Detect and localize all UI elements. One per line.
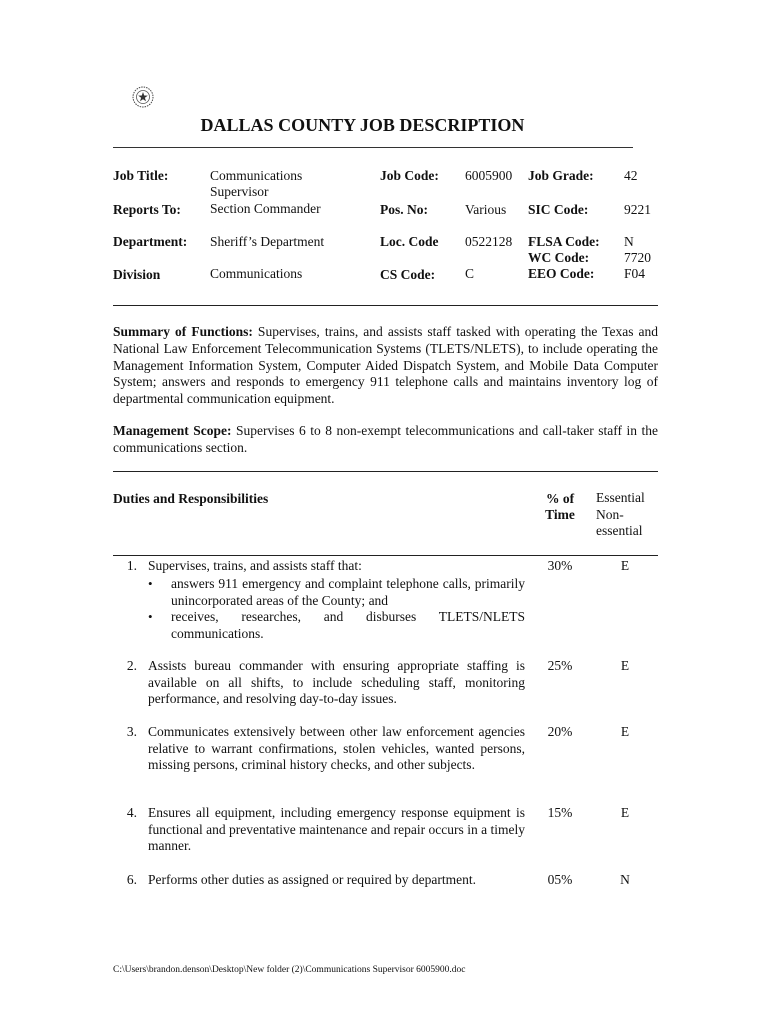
division-value: Communications xyxy=(210,266,303,281)
pos-no-value: Various xyxy=(465,202,507,217)
title-rule xyxy=(113,147,633,148)
job-title-value-1: Communications xyxy=(210,168,303,183)
department-value: Sheriff’s Department xyxy=(210,234,325,249)
duties-header: Duties and Responsibilities xyxy=(113,491,269,506)
bullet-icon: • xyxy=(148,576,153,591)
summary-text: Supervises, trains, and assists staff tasked with operating the Texas and National Law Enforcement Telecommunication Systems (TLETS/NLETS), to include operating the Management Information System, Computer Aided Dispatch System, and Mobile Data Computer System; answers and responds to emergency 911 telephone calls and maintains inventory log of departmental communication equipment. xyxy=(113,324,658,407)
duty-text: Supervises, trains, and assists staff that: xyxy=(148,558,362,573)
eeo-code-label: EEO Code: xyxy=(528,266,595,281)
reports-to-label: Reports To: xyxy=(113,202,181,217)
duty-ess: E xyxy=(620,805,630,820)
duty-text: Assists bureau commander with ensuring appropriate staffing is available on all shifts, to include scheduling staff, monitoring performance, and resolving day-to-day issues. xyxy=(148,658,525,707)
duty-bullet: answers 911 emergency and complaint telephone calls, primarily unincorporated areas of the County; and xyxy=(171,576,525,608)
job-code-value: 6005900 xyxy=(465,168,513,183)
divider-3 xyxy=(113,555,658,556)
summary-label: Summary of Functions: xyxy=(113,324,253,339)
wc-code-label: WC Code: xyxy=(528,250,590,265)
summary-paragraph xyxy=(113,324,658,408)
cs-code-value: C xyxy=(465,266,475,281)
duty-number: 6. xyxy=(126,872,137,887)
duty-bullet: receives, researches, and disburses TLETS/NLETS communications. xyxy=(171,609,525,641)
scope-text: Supervises 6 to 8 non-exempt telecommunications and call-taker staff in the communications section. xyxy=(113,423,659,455)
department-label: Department: xyxy=(113,234,188,249)
eeo-code-value: F04 xyxy=(624,266,646,281)
reports-to-value: Section Commander xyxy=(210,201,321,216)
duty-ess: E xyxy=(620,658,630,673)
bullet-icon: • xyxy=(148,609,153,624)
duty-pct: 05% xyxy=(547,872,573,887)
job-title-label: Job Title: xyxy=(113,168,169,183)
duty-ess: E xyxy=(620,724,630,739)
cs-code-label: CS Code: xyxy=(380,267,436,282)
division-label: Division xyxy=(113,267,161,282)
sic-code-value: 9221 xyxy=(624,202,651,217)
county-seal-icon xyxy=(131,85,155,109)
duty-number: 2. xyxy=(126,658,137,673)
divider-1 xyxy=(113,305,658,306)
job-title-value-2: Supervisor xyxy=(210,184,269,199)
job-grade-label: Job Grade: xyxy=(528,168,594,183)
duty-pct: 25% xyxy=(547,658,573,673)
flsa-code-label: FLSA Code: xyxy=(528,234,600,249)
job-code-label: Job Code: xyxy=(380,168,439,183)
footer-file-path: C:\Users\brandon.denson\Desktop\New folder (2)\Communications Supervisor 6005900.doc xyxy=(113,965,466,975)
duty-text: Performs other duties as assigned or required by department. xyxy=(148,872,477,887)
duty-ess: E xyxy=(620,558,630,573)
pos-no-label: Pos. No: xyxy=(380,202,428,217)
pct-header-1: % of xyxy=(545,491,575,506)
job-grade-value: 42 xyxy=(624,168,638,183)
divider-2 xyxy=(113,471,658,472)
scope-label: Management Scope: xyxy=(113,423,232,438)
flsa-code-value: N xyxy=(624,234,634,249)
loc-code-label: Loc. Code xyxy=(380,234,439,249)
duty-ess: N xyxy=(620,872,630,887)
duty-text: Communicates extensively between other law enforcement agencies relative to warrant confirmations, stolen vehicles, wanted persons, missing persons, criminal history checks, and other subjects. xyxy=(148,724,525,773)
page-title: DALLAS COUNTY JOB DESCRIPTION xyxy=(200,115,525,135)
ess-header-1: Essential xyxy=(596,490,645,505)
pct-header-2: Time xyxy=(545,507,575,522)
duty-number: 1. xyxy=(126,558,137,573)
scope-paragraph xyxy=(113,423,658,457)
ess-header-3: essential xyxy=(596,523,643,538)
duty-pct: 15% xyxy=(547,805,573,820)
duty-pct: 20% xyxy=(547,724,573,739)
wc-code-value: 7720 xyxy=(624,250,651,265)
duty-number: 3. xyxy=(126,724,137,739)
duty-pct: 30% xyxy=(547,558,573,573)
duty-text: Ensures all equipment, including emergency response equipment is functional and preventative maintenance and repair occurs in a timely manner. xyxy=(148,805,525,854)
loc-code-value: 0522128 xyxy=(465,234,513,249)
sic-code-label: SIC Code: xyxy=(528,202,589,217)
ess-header-2: Non- xyxy=(596,507,624,522)
duty-number: 4. xyxy=(126,805,137,820)
